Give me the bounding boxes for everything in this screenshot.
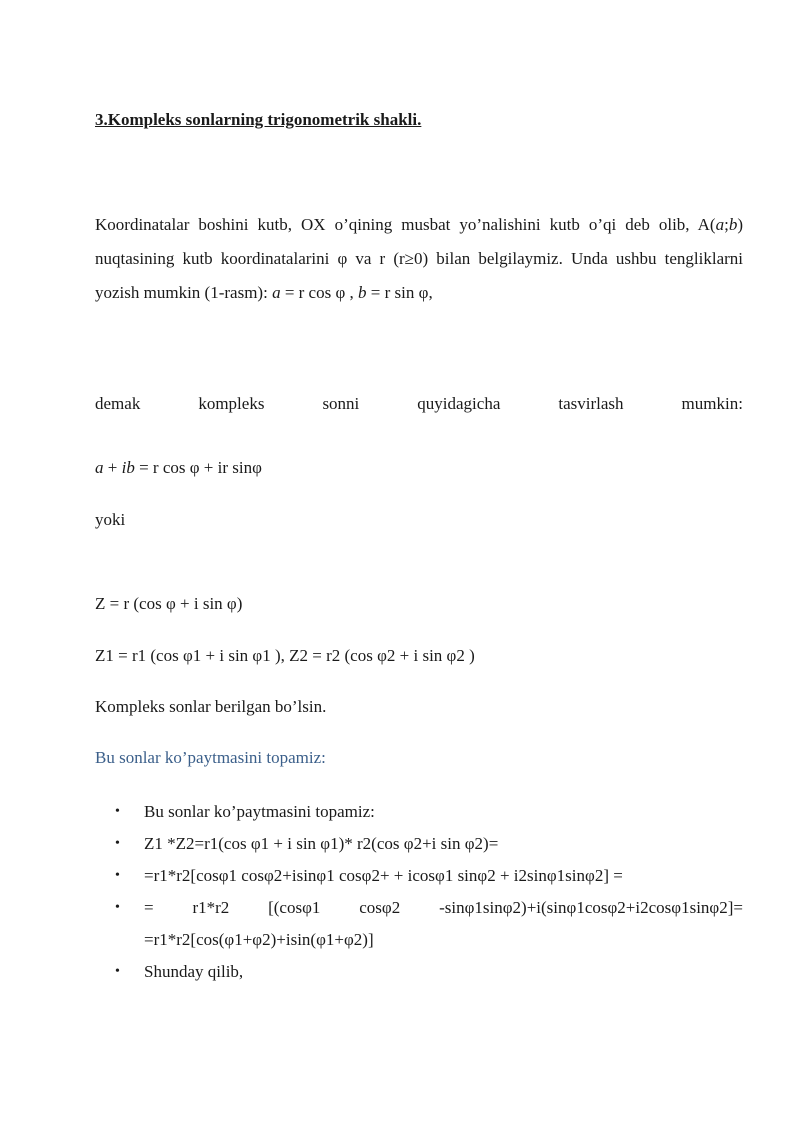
given-text: Kompleks sonlar berilgan bo’lsin. (95, 697, 327, 716)
word: demak (95, 394, 141, 413)
formula-z1-z2: Z1 = r1 (cos φ1 + i sin φ1 ), Z2 = r2 (cos φ2 + i sin φ2 ) (95, 646, 475, 665)
section-heading: 3.Kompleks sonlarning trigonometrik shakli. (95, 110, 422, 129)
word: quyidagicha (417, 394, 501, 413)
bullet-icon: • (115, 964, 120, 979)
bullet-icon: • (115, 804, 120, 819)
blue-subheading: Bu sonlar ko’paytmasini topamiz: (95, 748, 326, 767)
formula-trig: Z = r (cos φ + i sin φ) (95, 594, 243, 613)
list-item: • = r1*r2 [(cosφ1 cosφ2 -sinφ1sinφ2)+i(sinφ1cosφ2+i2cosφ1sinφ2]= =r1*r2[cos(φ1+φ2)+isin(φ1+φ2)] (95, 892, 743, 956)
word: kompleks (198, 394, 265, 413)
yoki-text: yoki (95, 510, 126, 529)
word: sonni (322, 394, 360, 413)
list-item: • Z1 *Z2=r1(cos φ1 + i sin φ1)* r2(cos φ2+i sin φ2)= (95, 828, 743, 860)
word: mumkin: (681, 394, 743, 413)
spread-sentence (95, 394, 743, 414)
word: tasvirlash (558, 394, 624, 413)
list-item: • Bu sonlar ko’paytmasini topamiz: (95, 796, 743, 828)
list-item: • =r1*r2[cosφ1 cosφ2+isinφ1 cosφ2+ + icosφ1 sinφ2 + i2sinφ1sinφ2] = (95, 860, 743, 892)
bullet-icon: • (115, 868, 120, 883)
bullet-icon: • (115, 900, 120, 915)
formula-algebraic: a + ib = r cos φ + ir sinφ (95, 458, 262, 477)
list-item: • Shunday qilib, (95, 956, 743, 988)
bullet-list (95, 796, 743, 988)
intro-paragraph: Koordinatalar boshini kutb, OX o’qining musbat yo’nalishini kutb o’qi deb olib, A(a;b) nuqtasining kutb koordinatalarini φ va r (r≥0) bilan belgilaymiz. Unda ushbu tengliklarni yozish mumkin (1-rasm): a = r cos φ , b = r sin φ, (95, 215, 743, 302)
bullet-icon: • (115, 836, 120, 851)
